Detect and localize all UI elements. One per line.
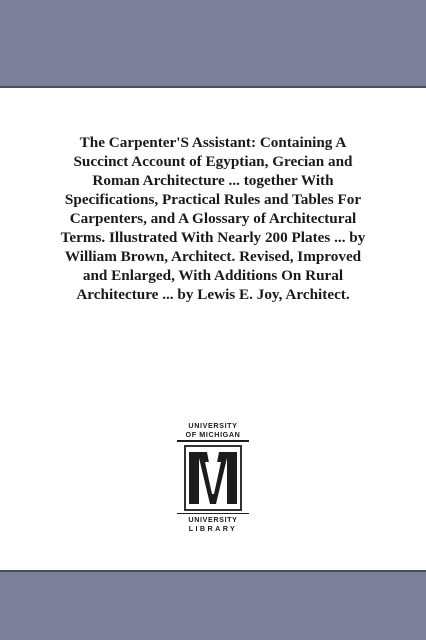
logo-text-library: LIBRARY xyxy=(188,524,238,533)
logo-rule-top xyxy=(177,440,249,442)
logo-text-university: UNIVERSITY xyxy=(188,421,238,430)
logo-rule-bottom xyxy=(177,513,249,515)
book-title: The Carpenter'S Assistant: Containing A Succinct Account of Egyptian, Grecian and Roman Architecture ... together With Specifications, Practical Rules and Tables For Carpenters, and A Glossary of Architectural Terms. Illustrated With Nearly 200 Plates ... by William Brown, Architect. Revised, Improved and Enlarged, With Additions On Rural Architecture ... by Lewis E. Joy, Architect. xyxy=(60,134,366,303)
top-color-band xyxy=(0,0,426,88)
logo-text-of-michigan: OF MICHIGAN xyxy=(185,430,241,439)
university-of-michigan-library-logo xyxy=(177,421,249,533)
block-m-icon xyxy=(183,444,243,512)
logo-text-university-bottom: UNIVERSITY xyxy=(188,515,238,524)
bottom-color-band xyxy=(0,570,426,640)
